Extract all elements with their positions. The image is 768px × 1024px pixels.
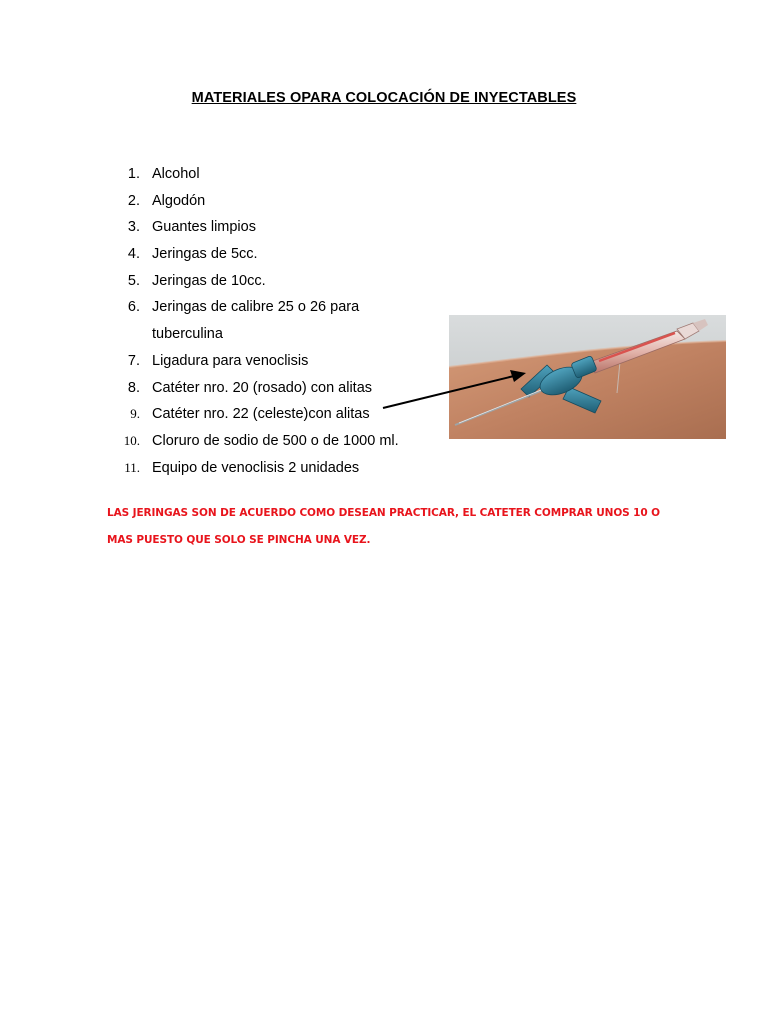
list-item-number: 5. (127, 272, 140, 289)
list-item-text: Jeringas de 5cc. (152, 246, 258, 263)
pointer-arrow (380, 360, 540, 415)
list-item-text: Equipo de venoclisis 2 unidades (152, 459, 360, 476)
list-item-text: Ligadura para venoclisis (152, 352, 309, 369)
arrow-head (510, 370, 526, 382)
list-item-text: Catéter nro. 20 (rosado) con alitas (152, 379, 373, 396)
list-item-text: Cloruro de sodio de 500 o de 1000 ml. (152, 432, 399, 449)
document-title: MATERIALES OPARA COLOCACIÓN DE INYECTABLES (191, 90, 577, 106)
list-item-text: Algodón (152, 192, 206, 209)
list-item-number: 6. (127, 299, 140, 316)
list-item-number: 2. (127, 192, 140, 209)
list-item-text: Guantes limpios (152, 219, 256, 236)
list-item-number: 10. (123, 432, 140, 448)
list-item-text: Catéter nro. 22 (celeste)con alitas (152, 406, 370, 423)
list-item-number: 11. (124, 459, 140, 475)
list-item-number: 4. (127, 246, 140, 263)
arrow-shaft (383, 376, 514, 408)
list-item-text: Alcohol (152, 166, 200, 182)
list-item-number: 7. (127, 352, 140, 369)
list-item-text: Jeringas de 10cc. (152, 272, 266, 289)
list-item-number: 9. (130, 406, 140, 422)
red-note: LAS JERINGAS SON DE ACUERDO COMO DESEAN PRACTICAR, EL CATETER COMPRAR UNOS 10 O MAS PUESTO QUE SOLO SE PINCHA UNA VEZ. (107, 507, 660, 546)
list-item-number: 3. (127, 219, 140, 236)
list-item-number: 1. (127, 166, 140, 182)
list-item-text: Jeringas de calibre 25 o 26 para (152, 299, 360, 316)
list-item-number: 8. (127, 379, 140, 396)
list-item-text-continuation: tuberculina (152, 326, 223, 343)
